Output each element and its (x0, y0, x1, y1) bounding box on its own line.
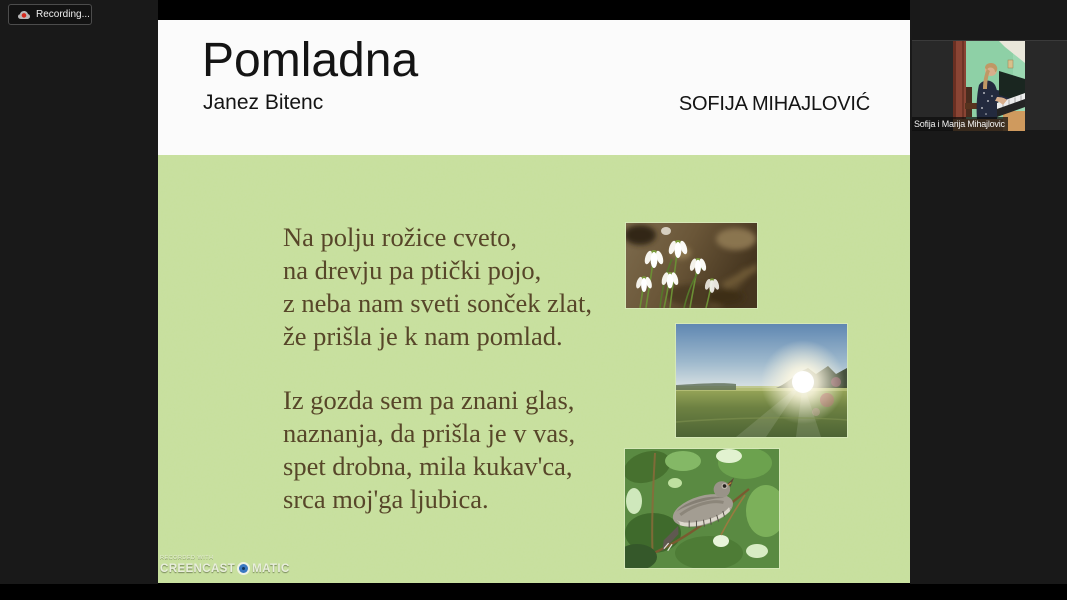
recording-indicator[interactable] (8, 4, 92, 25)
poem-line: Iz gozda sem pa znani glas, (283, 385, 575, 415)
sunny-meadow-image (676, 324, 847, 437)
poem-line: na drevju pa ptički pojo, (283, 255, 542, 285)
composer-name: Janez Bitenc (203, 91, 324, 114)
poem-line: že prišla je k nam pomlad. (283, 321, 563, 351)
slide-title: Pomladna (202, 34, 419, 87)
recording-label: Recording... (36, 9, 90, 20)
poem-line: naznanja, da prišla je v vas, (283, 418, 576, 448)
poem-stanza-1 (283, 221, 592, 353)
screencast-o-matic-logo-icon (237, 562, 250, 575)
watermark-brand-left: CREENCAST (160, 562, 236, 575)
watermark-brand-right: MATIC (252, 562, 290, 575)
performer-name: SOFIJA MIHAJLOVIĆ (678, 93, 870, 115)
poem-line: Na polju rožice cveto, (283, 222, 517, 252)
poem-line: z neba nam sveti sonček zlat, (283, 288, 593, 318)
snowdrops-image (626, 223, 757, 308)
participant-name-label: Sofija i Marija Mihajlovic (912, 117, 1008, 131)
cuckoo-bird-image (625, 449, 779, 568)
recording-cloud-icon (17, 9, 31, 21)
poem-line: srca moj'ga ljubica. (283, 484, 489, 514)
watermark-brand (160, 562, 290, 575)
watermark-recorded-with: RECORDED WITH (160, 555, 214, 561)
slide-body (158, 155, 910, 583)
presentation-slide (158, 20, 910, 583)
poem-line: spet drobna, mila kukav'ca, (283, 451, 573, 481)
screencast-o-matic-watermark (160, 555, 290, 575)
poem-stanza-2 (283, 384, 575, 516)
slide-header (158, 20, 910, 155)
bottom-letterbox (0, 584, 1067, 600)
participant-video-tile[interactable] (912, 40, 1067, 130)
